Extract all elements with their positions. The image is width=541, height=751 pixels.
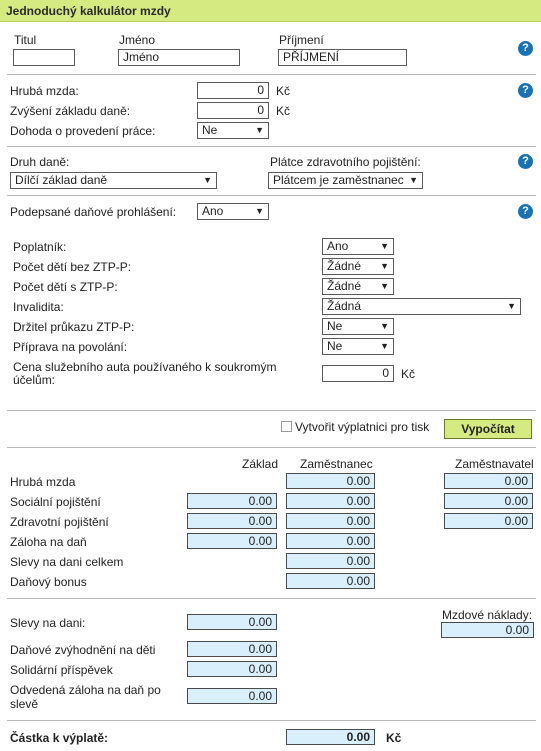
prijmeni-input[interactable]: PŘÍJMENÍ	[278, 49, 407, 66]
ztpp-select[interactable]: Ne ▼	[322, 318, 394, 335]
result-row-label: Sociální pojištění	[10, 495, 101, 509]
druh-dane-select[interactable]: Dílčí základ daně ▼	[10, 172, 217, 189]
currency-label: Kč	[401, 367, 416, 381]
calculator-title: Jednoduchý kalkulátor mzdy	[0, 0, 541, 22]
deti-bez-select[interactable]: Žádné ▼	[322, 258, 394, 275]
solidarni-label: Solidární příspěvek	[10, 663, 113, 677]
dropdown-arrow-icon: ▼	[380, 241, 389, 251]
result-zaklad: 0.00	[187, 493, 277, 509]
calculate-button[interactable]: Vypočítat	[444, 419, 532, 439]
col-zamestnavatel-header: Zaměstnavatel	[455, 457, 534, 471]
dropdown-arrow-icon: ▼	[380, 261, 389, 271]
result-row-label: Záloha na daň	[10, 535, 87, 549]
jmeno-label: Jméno	[119, 33, 156, 47]
help-icon[interactable]: ?	[518, 204, 533, 219]
result-zamestnavatel: 0.00	[444, 473, 533, 489]
help-icon[interactable]: ?	[518, 154, 533, 169]
divider	[7, 447, 536, 448]
dropdown-arrow-icon: ▼	[203, 175, 212, 185]
divider	[7, 146, 536, 147]
poplatnik-label: Poplatník:	[13, 240, 67, 254]
result-row-label: Zdravotní pojištění	[10, 515, 109, 529]
currency-label: Kč	[276, 84, 291, 98]
deti-s-select[interactable]: Žádné ▼	[322, 278, 394, 295]
dropdown-arrow-icon: ▼	[255, 125, 264, 135]
result-zamestnanec: 0.00	[286, 573, 375, 589]
poplatnik-select[interactable]: Ano ▼	[322, 238, 394, 255]
col-zaklad-header: Základ	[242, 457, 279, 471]
titul-input[interactable]	[13, 49, 75, 66]
result-row-label: Daňový bonus	[10, 575, 87, 589]
hruba-mzda-input[interactable]: 0	[197, 82, 269, 99]
slevy-value: 0.00	[187, 614, 277, 630]
result-zaklad: 0.00	[187, 533, 277, 549]
zvyhodneni-value: 0.00	[187, 641, 277, 657]
priprava-label: Příprava na povolání:	[13, 340, 128, 354]
total-currency: Kč	[386, 731, 402, 745]
result-zamestnanec: 0.00	[286, 493, 375, 509]
total-label: Částka k výplatě:	[10, 731, 109, 745]
platce-label: Plátce zdravotního pojištění:	[270, 155, 421, 169]
result-zamestnavatel: 0.00	[444, 513, 533, 529]
dropdown-arrow-icon: ▼	[380, 321, 389, 331]
col-zamestnanec-header: Zaměstnanec	[300, 457, 373, 471]
titul-label: Titul	[14, 33, 37, 47]
jmeno-input[interactable]: Jméno	[118, 49, 240, 66]
druh-dane-label: Druh daně:	[10, 155, 70, 169]
result-zamestnanec: 0.00	[286, 473, 375, 489]
dropdown-arrow-icon: ▼	[255, 206, 264, 216]
result-row-label: Hrubá mzda	[10, 475, 76, 489]
result-zamestnanec: 0.00	[286, 553, 375, 569]
odvedena-value: 0.00	[187, 688, 277, 704]
deti-bez-label: Počet dětí bez ZTP-P:	[13, 260, 132, 274]
result-zamestnavatel: 0.00	[444, 493, 533, 509]
result-zaklad: 0.00	[187, 513, 277, 529]
odvedena-label: Odvedená záloha na daň po	[10, 683, 161, 697]
hruba-mzda-label: Hrubá mzda:	[10, 84, 79, 98]
dohoda-label: Dohoda o provedení práce:	[10, 124, 156, 138]
help-icon[interactable]: ?	[518, 41, 533, 56]
invalidita-select[interactable]: Žádná ▼	[322, 298, 521, 315]
auto-label-cont: účelům:	[13, 373, 56, 387]
divider	[7, 598, 536, 599]
priprava-select[interactable]: Ne ▼	[322, 338, 394, 355]
platce-select[interactable]: Plátcem je zaměstnanec ▼	[268, 172, 423, 189]
slevy-label: Slevy na dani:	[10, 616, 86, 630]
result-zamestnanec: 0.00	[286, 513, 375, 529]
mzdove-naklady-value: 0.00	[441, 622, 534, 638]
total-value: 0.00	[286, 729, 375, 745]
invalidita-label: Invalidita:	[13, 300, 64, 314]
prijmeni-label: Příjmení	[279, 33, 324, 47]
currency-label: Kč	[276, 104, 291, 118]
odvedena-label-cont: slevě	[10, 697, 39, 711]
dohoda-select[interactable]: Ne ▼	[197, 122, 269, 139]
help-icon[interactable]: ?	[518, 83, 533, 98]
print-checkbox[interactable]	[281, 421, 292, 432]
dropdown-arrow-icon: ▼	[409, 175, 418, 185]
deti-s-label: Počet dětí s ZTP-P:	[13, 280, 118, 294]
ztpp-label: Držitel průkazu ZTP-P:	[13, 320, 135, 334]
result-row-label: Slevy na dani celkem	[10, 555, 124, 569]
prohlaseni-select[interactable]: Ano ▼	[197, 203, 269, 220]
prohlaseni-label: Podepsané daňové prohlášení:	[10, 205, 177, 219]
solidarni-value: 0.00	[187, 661, 277, 677]
zvyseni-label: Zvýšení základu daně:	[10, 104, 131, 118]
result-zamestnanec: 0.00	[286, 533, 375, 549]
dropdown-arrow-icon: ▼	[507, 301, 516, 311]
print-checkbox-label[interactable]: Vytvořit výplatnici pro tisk	[295, 420, 430, 434]
dropdown-arrow-icon: ▼	[380, 281, 389, 291]
divider	[7, 74, 536, 75]
divider	[7, 195, 536, 196]
mzdove-naklady-label: Mzdové náklady:	[442, 608, 533, 622]
divider	[7, 720, 536, 721]
auto-label: Cena služebního auta používaného k soukromým	[13, 360, 277, 374]
auto-input[interactable]: 0	[322, 365, 394, 382]
dropdown-arrow-icon: ▼	[380, 341, 389, 351]
divider	[7, 410, 536, 411]
zvyhodneni-label: Daňové zvýhodnění na děti	[10, 643, 156, 657]
zvyseni-input[interactable]: 0	[197, 102, 269, 119]
